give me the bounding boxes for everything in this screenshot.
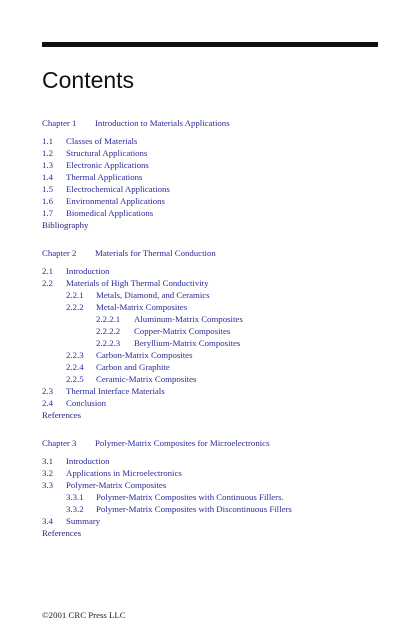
toc-chapter[interactable]	[42, 438, 270, 449]
toc-entry[interactable]	[42, 196, 165, 207]
toc-title: Bibliography	[42, 220, 89, 230]
toc-number: 3.3.2	[66, 504, 84, 514]
toc-title: Classes of Materials	[66, 136, 138, 146]
toc-title: Ceramic-Matrix Composites	[96, 374, 197, 384]
toc-entry[interactable]	[42, 172, 142, 183]
toc-title: Carbon-Matrix Composites	[96, 350, 193, 360]
toc-entry[interactable]	[66, 362, 170, 373]
toc-title: Biomedical Applications	[66, 208, 154, 218]
toc-title: Materials for Thermal Conduction	[95, 248, 216, 258]
toc-number: 3.1	[42, 456, 53, 466]
toc-entry[interactable]	[42, 528, 81, 539]
toc-number: 2.2.2.2	[96, 326, 121, 336]
toc-entry[interactable]	[42, 398, 106, 409]
toc-entry[interactable]	[96, 314, 243, 325]
toc-chapter[interactable]	[42, 118, 230, 129]
toc-title: References	[42, 410, 82, 420]
toc-number: 1.7	[42, 208, 53, 218]
toc-title: Environmental Applications	[66, 196, 165, 206]
toc-title: Structural Applications	[66, 148, 148, 158]
toc-number: 2.3	[42, 386, 53, 396]
toc-number: Chapter 2	[42, 248, 77, 258]
toc-number: 1.3	[42, 160, 53, 170]
toc-number: 1.2	[42, 148, 53, 158]
toc-title: Metal-Matrix Composites	[96, 302, 188, 312]
toc-entry[interactable]	[42, 480, 166, 491]
toc-title: Thermal Applications	[66, 172, 143, 182]
toc-entry[interactable]	[42, 386, 165, 397]
toc-chapter[interactable]	[42, 248, 216, 259]
toc-number: 2.2.3	[66, 350, 84, 360]
toc-number: Chapter 3	[42, 438, 77, 448]
toc-entry[interactable]	[42, 410, 81, 421]
toc-number: 2.4	[42, 398, 53, 408]
toc-title: Applications in Microelectronics	[66, 468, 182, 478]
toc-number: Chapter 1	[42, 118, 77, 128]
toc-number: 3.3	[42, 480, 53, 490]
header-rule	[42, 42, 378, 47]
toc-title: Materials of High Thermal Conductivity	[66, 278, 209, 288]
toc-entry[interactable]	[42, 278, 209, 289]
toc-number: 1.4	[42, 172, 53, 182]
toc-title: Metals, Diamond, and Ceramics	[96, 290, 210, 300]
toc-number: 3.4	[42, 516, 53, 526]
toc-number: 3.2	[42, 468, 53, 478]
toc-entry[interactable]	[42, 160, 149, 171]
toc-title: Polymer-Matrix Composites	[66, 480, 167, 490]
toc-number: 2.2.4	[66, 362, 84, 372]
toc-entry[interactable]	[66, 492, 284, 503]
toc-number: 3.3.1	[66, 492, 84, 502]
toc-title: Polymer-Matrix Composites with Discontinuous Fillers	[96, 504, 292, 514]
toc-title: Electronic Applications	[66, 160, 149, 170]
toc-entry[interactable]	[66, 350, 193, 361]
toc-number: 2.2.2.1	[96, 314, 121, 324]
toc-title: Introduction to Materials Applications	[95, 118, 230, 128]
toc-number: 1.5	[42, 184, 53, 194]
toc-entry[interactable]	[66, 504, 292, 515]
toc-number: 2.2	[42, 278, 53, 288]
toc-entry[interactable]	[42, 220, 88, 231]
toc-title: Summary	[66, 516, 101, 526]
toc-entry[interactable]	[42, 456, 110, 467]
toc-entry[interactable]	[96, 338, 240, 349]
toc-title: Introduction	[66, 266, 110, 276]
toc-entry[interactable]	[42, 184, 170, 195]
copyright-footer: ©2001 CRC Press LLC	[42, 610, 126, 620]
toc-title: Polymer-Matrix Composites with Continuous Fillers.	[96, 492, 284, 502]
toc-entry[interactable]	[42, 208, 153, 219]
toc-title: Aluminum-Matrix Composites	[134, 314, 243, 324]
toc-entry[interactable]	[42, 516, 100, 527]
page-title: Contents	[42, 67, 135, 93]
toc-entry[interactable]	[96, 326, 230, 337]
toc-entry[interactable]	[66, 374, 196, 385]
toc-number: 2.2.2.3	[96, 338, 121, 348]
toc-entry[interactable]	[42, 136, 137, 147]
toc-title: Copper-Matrix Composites	[134, 326, 231, 336]
toc-number: 2.1	[42, 266, 53, 276]
toc-title: Polymer-Matrix Composites for Microelectronics	[95, 438, 270, 448]
toc-entry[interactable]	[42, 266, 110, 277]
toc-number: 2.2.1	[66, 290, 84, 300]
toc-title: Electrochemical Applications	[66, 184, 170, 194]
toc-number: 1.1	[42, 136, 53, 146]
toc-entry[interactable]	[66, 290, 210, 301]
toc-entry[interactable]	[66, 302, 187, 313]
toc-title: References	[42, 528, 82, 538]
toc-title: Conclusion	[66, 398, 107, 408]
toc-entry[interactable]	[42, 468, 182, 479]
toc-entry[interactable]	[42, 148, 147, 159]
toc-title: Beryllium-Matrix Composites	[134, 338, 241, 348]
toc-title: Carbon and Graphite	[96, 362, 170, 372]
toc-title: Thermal Interface Materials	[66, 386, 165, 396]
toc-number: 2.2.2	[66, 302, 84, 312]
toc-number: 1.6	[42, 196, 53, 206]
toc-title: Introduction	[66, 456, 110, 466]
toc-number: 2.2.5	[66, 374, 84, 384]
